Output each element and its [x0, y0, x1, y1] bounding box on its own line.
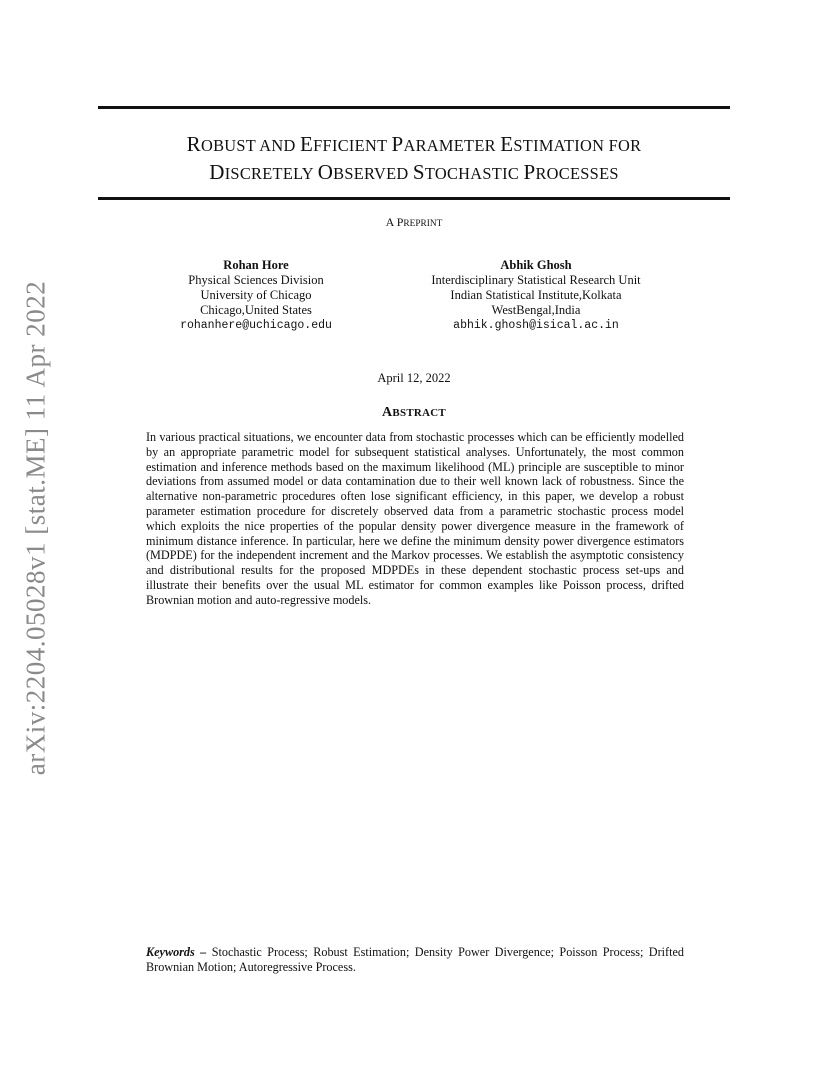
title-word: DISCRETELY: [209, 160, 318, 184]
title-word: PROCESSES: [523, 160, 619, 184]
title-line-1: [98, 131, 730, 159]
title-word: STOCHASTIC: [412, 160, 524, 184]
keywords-text: Stochastic Process; Robust Estimation; Density Power Divergence; Poisson Process; Drifted Brownian Motion; Autoregressive Process.: [146, 945, 685, 974]
paper-title: [98, 131, 730, 187]
author-name: Rohan Hore: [223, 258, 289, 272]
abstract-text: In various practical situations, we encounter data from stochastic processes which can be efficiently modelled by an appropriate parametric model for subsequent statistical analyses. Unfortunately, the most common estimation and inference methods based on the maximum likelihood (ML) principle are susceptible to minor deviations from assumed model or data contamination due to their well known lack of robustness. Since the alternative non-parametric procedures often lose significant efficiency, in this paper, we develop a robust parameter estimation procedure for discretely observed data from a parametric stochastic process model which exploits the nice properties of the popular density power divergence measure in the framework of minimum distance inference. In particular, here we define the minimum density power divergence estimators (MDPDE) for the independent increment and the Markov processes. We establish the asymptotic consistency and distributional results for the proposed MDPDEs in these dependent stochastic process set-ups and illustrate their benefits over the usual ML estimator for common examples like Poisson process, drifted Brownian motion and auto-regressive models.: [146, 430, 684, 607]
title-word: OBSERVED: [317, 160, 413, 184]
author-affiliation-line: Physical Sciences Division: [188, 273, 324, 287]
author-affiliation-line: Indian Statistical Institute,Kolkata: [450, 288, 622, 302]
author-affiliation-line: WestBengal,India: [491, 303, 581, 317]
author-name: Abhik Ghosh: [500, 258, 572, 272]
title-word: EFFICIENT: [300, 132, 392, 156]
title-line-2: [98, 159, 730, 187]
author-email[interactable]: rohanhere@uchicago.edu: [180, 319, 332, 332]
author-email[interactable]: abhik.ghosh@isical.ac.in: [453, 319, 619, 332]
arxiv-side-stamp: arXiv:2204.05028v1 [stat.ME] 11 Apr 2022: [20, 280, 51, 776]
title-top-rule: [98, 106, 730, 109]
keywords-separator: –: [194, 945, 212, 959]
author-affiliation-line: Interdisciplinary Statistical Research Unit: [431, 273, 641, 287]
author-block-1: [156, 258, 356, 333]
keywords-label: Keywords: [146, 945, 195, 959]
author-affiliation-line: Chicago,United States: [200, 303, 312, 317]
title-word: ESTIMATION FOR: [500, 132, 642, 156]
keywords-section: [146, 945, 684, 975]
author-affiliation-line: University of Chicago: [200, 288, 312, 302]
title-bottom-rule: [98, 197, 730, 200]
paper-date: April 12, 2022: [377, 371, 451, 385]
abstract-heading: ABSTRACT: [381, 405, 447, 420]
title-word: ROBUST AND: [186, 132, 301, 156]
author-block-2: [400, 258, 672, 333]
title-word: PARAMETER: [391, 132, 501, 156]
preprint-label: A PREPRINT: [385, 215, 443, 229]
